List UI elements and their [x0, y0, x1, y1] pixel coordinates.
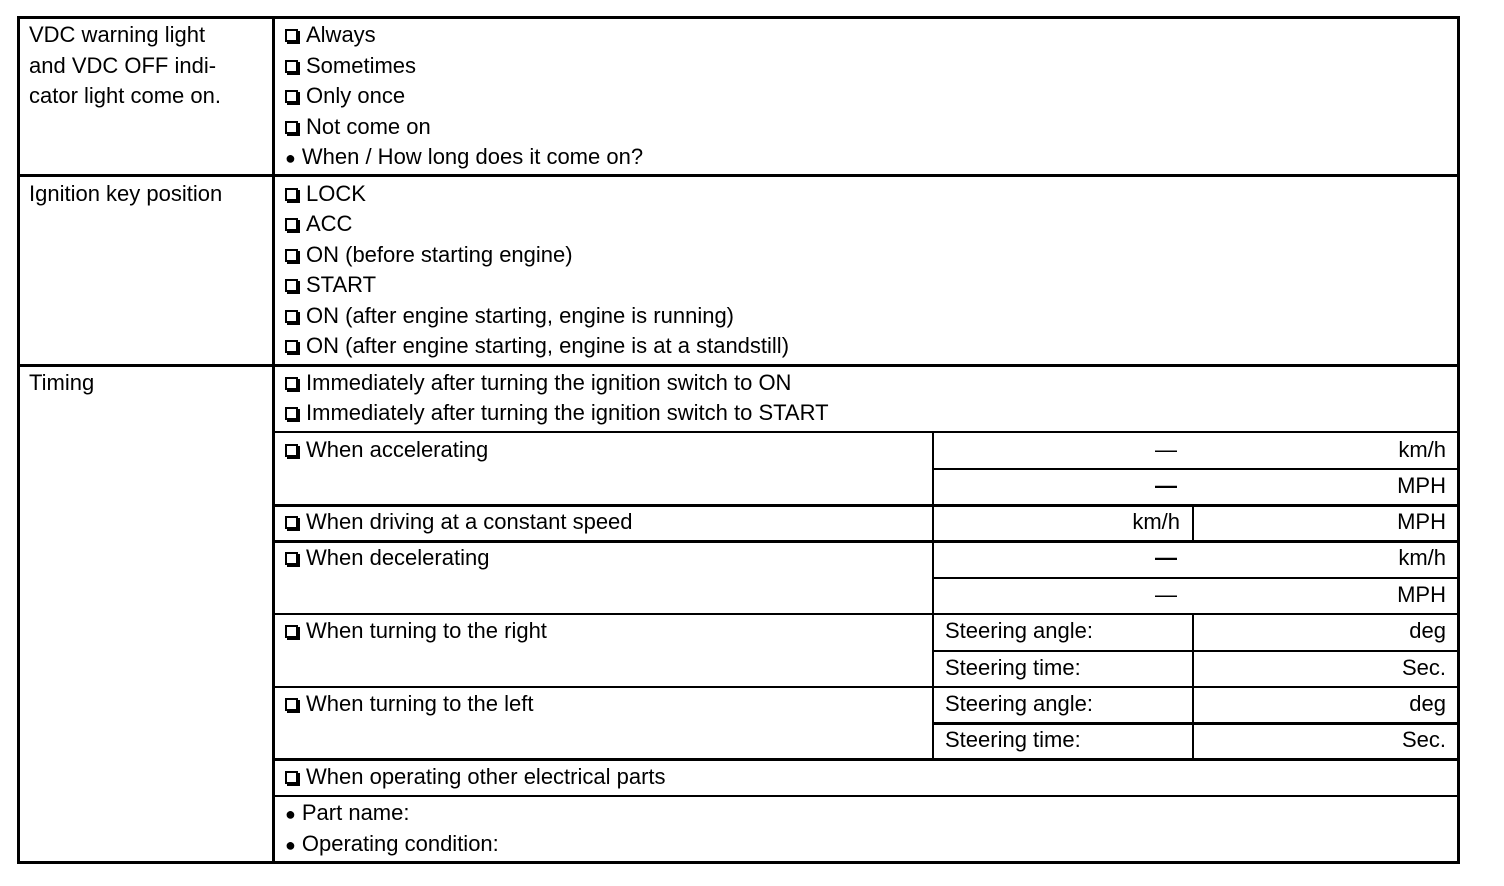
row-divider-vdc [17, 174, 1460, 177]
divider-left-bottom [272, 758, 1460, 761]
divider-right-inner [932, 650, 1460, 652]
row-divider-ignition [17, 364, 1460, 367]
option-label: When turning to the right [306, 618, 547, 643]
checkbox-icon[interactable] [285, 771, 298, 784]
vdc-label-line-3: cator light come on. [29, 83, 221, 108]
operating-condition-field [285, 829, 499, 860]
divider-right-bottom [272, 686, 1460, 688]
timing-option-turning-left[interactable] [285, 689, 533, 719]
option-label: Only once [306, 83, 406, 108]
timing-option-after-on[interactable] [285, 368, 791, 398]
accel-unit-mph: MPH [1397, 473, 1446, 498]
checkbox-icon[interactable] [285, 698, 298, 711]
ignition-label: Ignition key position [29, 181, 223, 206]
right-steering-time-unit: Sec. [1401, 655, 1446, 680]
divider-constant-unit [1192, 504, 1194, 541]
label-column-divider [272, 16, 275, 864]
decel-unit-mph: MPH [1397, 582, 1446, 607]
checkbox-icon[interactable] [285, 377, 298, 390]
divider-accel-inner [932, 468, 1460, 470]
ignition-option-acc[interactable] [285, 209, 352, 239]
decel-unit-kmh: km/h [1398, 545, 1446, 570]
vdc-option-only-once[interactable] [285, 81, 405, 111]
option-label: When decelerating [306, 545, 490, 570]
timing-option-accelerating[interactable] [285, 435, 488, 465]
part-name-field [285, 798, 409, 829]
vdc-symptom-table [17, 16, 1460, 864]
option-label: When operating other electrical parts [306, 764, 666, 789]
option-label: Immediately after turning the ignition switch to ON [306, 370, 792, 395]
option-label: When driving at a constant speed [306, 509, 633, 534]
divider-speed-column [932, 431, 934, 760]
option-label: START [306, 272, 377, 297]
part-name-label: Part name: [301, 800, 410, 825]
ignition-option-lock[interactable] [285, 179, 366, 209]
checkbox-icon[interactable] [285, 121, 298, 134]
question-text: When / How long does it come on? [301, 144, 644, 169]
checkbox-icon[interactable] [285, 552, 298, 565]
checkbox-icon[interactable] [285, 310, 298, 323]
constant-unit-mph: MPH [1397, 509, 1446, 534]
decel-dash-kmh: — [1155, 545, 1177, 570]
divider-decel-bottom [272, 613, 1460, 615]
vdc-option-not-come-on[interactable] [285, 112, 431, 142]
divider-electrical-bottom [272, 795, 1460, 797]
option-label: When accelerating [306, 437, 489, 462]
option-label: Always [306, 22, 376, 47]
divider-timing-top [272, 431, 1460, 433]
option-label: Not come on [306, 114, 431, 139]
divider-decel-inner [932, 577, 1460, 579]
checkbox-icon[interactable] [285, 340, 298, 353]
option-label: ON (before starting engine) [306, 242, 573, 267]
accel-dash-mph: — [1155, 473, 1177, 498]
vdc-label-line-2: and VDC OFF indi- [29, 53, 217, 78]
ignition-option-on-standstill[interactable] [285, 331, 789, 361]
option-label: When turning to the left [306, 691, 534, 716]
checkbox-icon[interactable] [285, 60, 298, 73]
option-label: ON (after engine starting, engine is running) [306, 303, 735, 328]
accel-dash-kmh: — [1155, 437, 1177, 462]
timing-option-turning-right[interactable] [285, 616, 547, 646]
vdc-question [285, 142, 643, 173]
ignition-option-on-running[interactable] [285, 301, 734, 331]
left-steering-angle-label: Steering angle: [945, 691, 1093, 716]
option-label: ACC [306, 211, 353, 236]
accel-unit-kmh: km/h [1398, 437, 1446, 462]
vdc-label-line-1: VDC warning light [29, 22, 206, 47]
right-steering-angle-label: Steering angle: [945, 618, 1093, 643]
decel-dash-mph: — [1155, 582, 1177, 607]
checkbox-icon[interactable] [285, 625, 298, 638]
constant-unit-kmh: km/h [1132, 509, 1180, 534]
checkbox-icon[interactable] [285, 444, 298, 457]
option-label: Immediately after turning the ignition switch to START [306, 400, 829, 425]
timing-option-electrical-parts[interactable] [285, 762, 666, 792]
checkbox-icon[interactable] [285, 516, 298, 529]
timing-option-decelerating[interactable] [285, 543, 489, 573]
vdc-option-always[interactable] [285, 20, 376, 50]
left-steering-time-unit: Sec. [1401, 727, 1446, 752]
ignition-option-on-before[interactable] [285, 240, 573, 270]
right-steering-angle-unit: deg [1409, 618, 1446, 643]
checkbox-icon[interactable] [285, 218, 298, 231]
left-steering-angle-unit: deg [1409, 691, 1446, 716]
right-steering-time-label: Steering time: [945, 655, 1081, 680]
option-label: LOCK [306, 181, 366, 206]
checkbox-icon[interactable] [285, 29, 298, 42]
left-steering-time-label: Steering time: [945, 727, 1081, 752]
ignition-option-start[interactable] [285, 270, 376, 300]
operating-condition-label: Operating condition: [301, 831, 499, 856]
vdc-option-sometimes[interactable] [285, 51, 416, 81]
option-label: Sometimes [306, 53, 417, 78]
timing-option-after-start[interactable] [285, 398, 829, 428]
checkbox-icon[interactable] [285, 279, 298, 292]
checkbox-icon[interactable] [285, 188, 298, 201]
bullet-icon: ● [285, 148, 296, 168]
checkbox-icon[interactable] [285, 407, 298, 420]
checkbox-icon[interactable] [285, 90, 298, 103]
bullet-icon: ● [285, 835, 296, 855]
timing-option-constant-speed[interactable] [285, 507, 633, 537]
checkbox-icon[interactable] [285, 249, 298, 262]
bullet-icon: ● [285, 804, 296, 824]
timing-label: Timing [29, 370, 95, 395]
option-label: ON (after engine starting, engine is at a standstill) [306, 333, 790, 358]
